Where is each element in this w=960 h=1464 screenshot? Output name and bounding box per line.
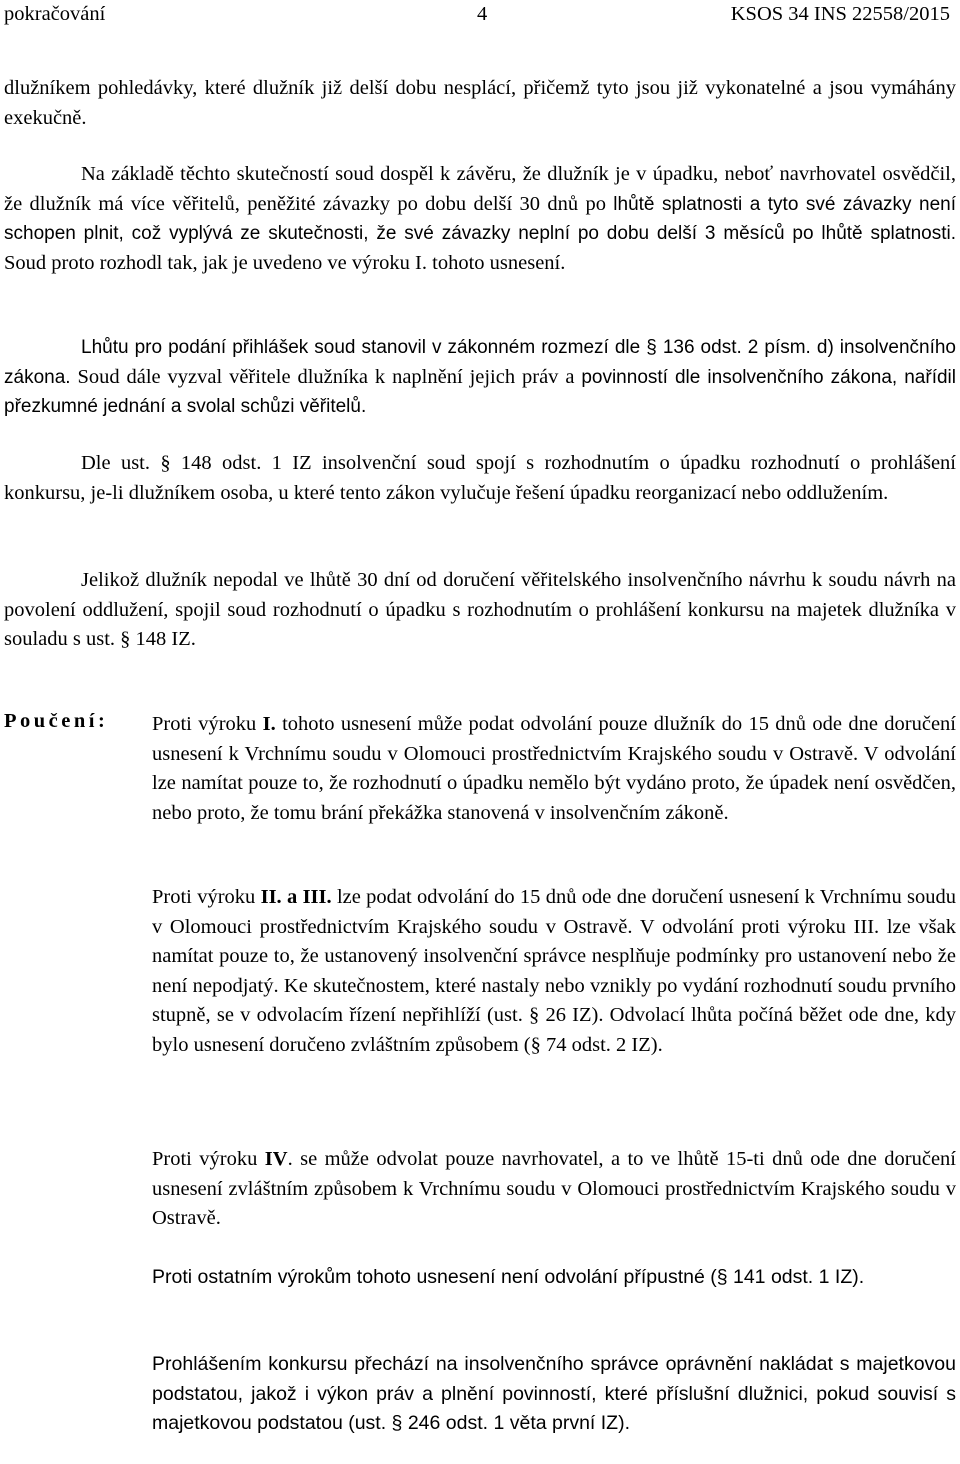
pouceni-2-pre: Proti výroku xyxy=(152,886,261,908)
pouceni-4-text: Proti ostatním výrokům tohoto usnesení není odvolání přípustné (§ 141 odst. 1 IZ). xyxy=(152,1266,865,1288)
paragraph-1-text: dlužníkem pohledávky, které dlužník již delší dobu nesplácí, přičemž tyto jsou již vykonatelné a jsou vymáhány exekučně. xyxy=(4,77,956,129)
pouceni-1-pre: Proti výroku xyxy=(152,713,263,735)
case-number: KSOS 34 INS 22558/2015 xyxy=(730,3,950,25)
paragraph-4 xyxy=(4,449,956,508)
paragraph-5 xyxy=(4,566,956,655)
page-header xyxy=(4,3,950,31)
paragraph-2-text-b: lhůtě splatnosti a tyto své závazky není schopen plnit, což vyplývá ze skutečnosti, že své závazky neplní po dobu delší 3 měsíců po lhůtě splatnosti. xyxy=(4,193,957,244)
pouceni-item-1 xyxy=(152,710,956,828)
paragraph-2-text-a: Na základě těchto skutečností soud dospěl k závěru, že dlužník je v úpadku, neboť navrhovatel osvědčil, že dlužník má více věřitelů, peněžité závazky po dobu delší 30 dnů po xyxy=(4,163,956,215)
pouceni-item-4 xyxy=(152,1263,956,1293)
paragraph-2 xyxy=(4,160,956,278)
paragraph-3-text-c: povinností dle insolvenčního zákona, nařídil přezkumné jednání a svolal schůzi věřitelů. xyxy=(4,366,956,417)
pouceni-3-bold: IV xyxy=(264,1148,288,1170)
paragraph-3-text-b: Soud dále vyzval věřitele dlužníka k naplnění jejich práv a xyxy=(70,365,582,388)
header-continuation: pokračování xyxy=(4,3,106,25)
pouceni-1-post: tohoto usnesení může podat odvolání pouze dlužník do 15 dnů ode dne doručení usnesení k Vrchnímu soudu v Olomouci prostřednictvím Krajského soudu v Ostravě. V odvolání lze namítat pouze to, že rozhodnutí o úpadku nemělo být vydáno proto, že úpadek není osvědčen, nebo proto, že tomu brání překážka stanovená v insolvenčním zákoně. xyxy=(152,713,956,824)
page-number: 4 xyxy=(477,3,488,25)
pouceni-3-pre: Proti výroku xyxy=(152,1148,265,1170)
pouceni-1-bold: I. xyxy=(262,713,276,735)
paragraph-4-text: Dle ust. § 148 odst. 1 IZ insolvenční soud spojí s rozhodnutím o úpadku rozhodnutí o prohlášení konkursu, je-li dlužníkem osoba, u které tento zákon vylučuje řešení úpadku reorganizací nebo oddlužením. xyxy=(4,452,956,504)
pouceni-item-3 xyxy=(152,1145,956,1234)
paragraph-1 xyxy=(4,74,956,133)
pouceni-3-post: . se může odvolat pouze navrhovatel, a to ve lhůtě 15-ti dnů ode dne doručení usnesení zvláštním způsobem k Vrchnímu soudu v Olomouci prostřednictvím Krajského soudu v Ostravě. xyxy=(152,1148,956,1229)
pouceni-item-2 xyxy=(152,883,956,1060)
paragraph-5-text: Jelikož dlužník nepodal ve lhůtě 30 dní od doručení věřitelského insolvenčního návrhu k soudu návrh na povolení oddlužení, spojil soud rozhodnutí o úpadku s rozhodnutím o prohlášení konkursu na majetek dlužníka v souladu s ust. § 148 IZ. xyxy=(4,569,956,650)
pouceni-item-5 xyxy=(152,1350,956,1439)
pouceni-2-bold: II. a III. xyxy=(260,886,332,908)
paragraph-2-text-c: Soud proto rozhodl tak, jak je uvedeno ve výroku I. tohoto usnesení. xyxy=(4,251,566,274)
paragraph-3-text-a: Lhůtu pro podání přihlášek soud stanovil v zákonném rozmezí dle § 136 odst. 2 písm. d) insolvenčního zákona. xyxy=(4,337,956,388)
pouceni-5-text: Prohlášením konkursu přechází na insolvenčního správce oprávnění nakládat s majetkovou podstatou, jakož i výkon práv a plnění povinností, které příslušní dlužnici, pokud souvisí s majetkovou podstatou (ust. § 246 odst. 1 věta první IZ). xyxy=(152,1353,956,1434)
pouceni-label: Poučení: xyxy=(4,710,109,732)
paragraph-3 xyxy=(4,333,956,422)
pouceni-2-post: lze podat odvolání do 15 dnů ode dne doručení usnesení k Vrchnímu soudu v Olomouci prostřednictvím Krajského soudu v Ostravě. V odvolání proti výroku III. lze však namítat pouze to, že ustanovený insolvenční správce nesplňuje podmínky pro ustanovení nebo že není nepodjatý. Ke skutečnostem, které nastaly nebo vznikly po vydání rozhodnutí soudu prvního stupně, se v odvolacím řízení nepřihlíží (ust. § 26 IZ). Odvolací lhůta počíná běžet ode dne, kdy bylo usnesení doručeno zvláštním způsobem (§ 74 odst. 2 IZ). xyxy=(152,886,956,1056)
